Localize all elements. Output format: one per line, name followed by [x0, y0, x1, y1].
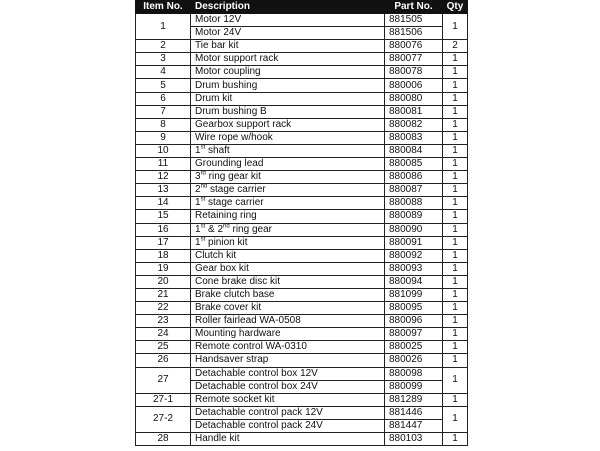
table-row [136, 144, 468, 157]
item-number: 2 [136, 40, 191, 53]
part-number: 880088 [385, 197, 443, 210]
table-row [136, 288, 468, 301]
part-number: 880076 [385, 40, 443, 53]
quantity: 1 [443, 92, 468, 105]
description-text: & 2 [205, 223, 224, 235]
part-number: 881505 [385, 14, 443, 27]
description-text: Detachable control pack 12V [195, 406, 323, 418]
description-text: Motor 24V [195, 27, 242, 39]
description-text: Roller fairlead WA-0508 [195, 315, 301, 327]
table-row [136, 367, 468, 380]
item-number: 24 [136, 328, 191, 341]
description-text: 3 [195, 171, 201, 183]
quantity: 1 [443, 367, 468, 393]
description-text: Drum kit [195, 92, 233, 104]
part-description [191, 419, 385, 432]
item-number: 10 [136, 144, 191, 157]
part-description [191, 171, 385, 184]
part-description [191, 354, 385, 367]
part-number: 880080 [385, 92, 443, 105]
ordinal-suffix: st [200, 144, 206, 151]
ordinal-suffix: rd [200, 170, 206, 177]
item-number: 25 [136, 341, 191, 354]
part-description [191, 79, 385, 92]
part-description [191, 328, 385, 341]
description-text: 1 [195, 197, 201, 209]
description-text: Tie bar kit [195, 40, 239, 52]
description-text: Mounting hardware [195, 328, 281, 340]
part-description [191, 105, 385, 118]
description-text: Detachable control box 12V [195, 367, 318, 379]
part-description [191, 131, 385, 144]
part-description [191, 262, 385, 275]
part-description [191, 158, 385, 171]
part-description [191, 92, 385, 105]
header-description: Description [191, 1, 385, 14]
table-row [136, 40, 468, 53]
quantity: 1 [443, 406, 468, 432]
item-number: 1 [136, 14, 191, 40]
description-text: Detachable control box 24V [195, 380, 318, 392]
table-row [136, 223, 468, 236]
item-number: 18 [136, 249, 191, 262]
description-text: Remote socket kit [195, 393, 275, 405]
description-text: Clutch kit [195, 249, 237, 261]
quantity: 1 [443, 315, 468, 328]
quantity: 1 [443, 393, 468, 406]
table-row [136, 433, 468, 446]
quantity: 1 [443, 341, 468, 354]
description-text: 1 [195, 223, 201, 235]
part-number: 880006 [385, 79, 443, 92]
description-text: Motor support rack [195, 53, 279, 65]
table-row [136, 262, 468, 275]
description-text: ring gear kit [205, 171, 261, 183]
quantity: 1 [443, 131, 468, 144]
quantity: 1 [443, 105, 468, 118]
description-text: Detachable control pack 24V [195, 419, 323, 431]
item-number: 6 [136, 92, 191, 105]
quantity: 1 [443, 118, 468, 131]
item-number: 22 [136, 302, 191, 315]
part-number: 880098 [385, 367, 443, 380]
description-text: Handsaver strap [195, 354, 269, 366]
part-number: 880085 [385, 158, 443, 171]
part-number: 880087 [385, 184, 443, 197]
quantity: 2 [443, 40, 468, 53]
table-row [136, 184, 468, 197]
quantity: 1 [443, 210, 468, 223]
part-number: 880082 [385, 118, 443, 131]
item-number: 3 [136, 53, 191, 66]
part-description [191, 27, 385, 40]
quantity: 1 [443, 158, 468, 171]
part-number: 880081 [385, 105, 443, 118]
table-row [136, 341, 468, 354]
table-row [136, 249, 468, 262]
header-row [136, 1, 468, 14]
part-number: 881446 [385, 406, 443, 419]
table-row [136, 79, 468, 92]
table-row [136, 92, 468, 105]
part-number: 880089 [385, 210, 443, 223]
part-number: 880086 [385, 171, 443, 184]
description-text: Motor coupling [195, 66, 261, 78]
item-number: 20 [136, 275, 191, 288]
part-number: 880091 [385, 236, 443, 249]
part-number: 880103 [385, 433, 443, 446]
part-description [191, 223, 385, 236]
description-text: Remote control WA-0310 [195, 341, 307, 353]
part-number: 880090 [385, 223, 443, 236]
item-number: 21 [136, 288, 191, 301]
part-description [191, 302, 385, 315]
part-description [191, 144, 385, 157]
table-row [136, 210, 468, 223]
item-number: 23 [136, 315, 191, 328]
item-number: 27 [136, 367, 191, 393]
part-description [191, 14, 385, 27]
part-description [191, 433, 385, 446]
quantity: 1 [443, 144, 468, 157]
part-description [191, 341, 385, 354]
description-text: Handle kit [195, 433, 240, 445]
description-text: stage carrier [205, 197, 264, 209]
table-row [136, 158, 468, 171]
quantity: 1 [443, 14, 468, 40]
description-text: Drum bushing B [195, 105, 267, 117]
quantity: 1 [443, 236, 468, 249]
part-number: 881447 [385, 419, 443, 432]
part-description [191, 40, 385, 53]
item-number: 27-1 [136, 393, 191, 406]
description-text: Brake cover kit [195, 302, 262, 314]
table-row [136, 302, 468, 315]
part-number: 880078 [385, 66, 443, 79]
item-number: 5 [136, 79, 191, 92]
item-number: 27-2 [136, 406, 191, 432]
description-text: Drum bushing [195, 79, 258, 91]
description-text: 2 [195, 184, 201, 196]
quantity: 1 [443, 223, 468, 236]
description-text: stage carrier [207, 184, 266, 196]
item-number: 9 [136, 131, 191, 144]
item-number: 19 [136, 262, 191, 275]
table-row [136, 275, 468, 288]
quantity: 1 [443, 184, 468, 197]
quantity: 1 [443, 171, 468, 184]
item-number: 7 [136, 105, 191, 118]
item-number: 14 [136, 197, 191, 210]
part-description [191, 288, 385, 301]
part-number: 880093 [385, 262, 443, 275]
part-description [191, 367, 385, 380]
description-text: Motor 12V [195, 14, 242, 26]
part-number: 880084 [385, 144, 443, 157]
description-text: Wire rope w/hook [195, 131, 273, 143]
table-row [136, 328, 468, 341]
description-text: Grounding lead [195, 158, 264, 170]
ordinal-suffix: st [200, 197, 206, 204]
part-number: 880025 [385, 341, 443, 354]
description-text: Brake clutch base [195, 289, 275, 301]
item-number: 17 [136, 236, 191, 249]
table-row [136, 197, 468, 210]
part-number: 880092 [385, 249, 443, 262]
description-text: ring gear [229, 223, 272, 235]
ordinal-suffix: st [200, 236, 206, 243]
description-text: 1 [195, 236, 201, 248]
item-number: 12 [136, 171, 191, 184]
item-number: 26 [136, 354, 191, 367]
quantity: 1 [443, 275, 468, 288]
parts-table [135, 0, 468, 446]
table-row [136, 236, 468, 249]
part-description [191, 118, 385, 131]
part-number: 881099 [385, 288, 443, 301]
part-number: 880099 [385, 380, 443, 393]
part-description [191, 53, 385, 66]
table-row [136, 393, 468, 406]
item-number: 11 [136, 158, 191, 171]
ordinal-suffix: nd [200, 183, 208, 190]
table-row [136, 14, 468, 27]
quantity: 1 [443, 79, 468, 92]
part-description [191, 66, 385, 79]
item-number: 4 [136, 66, 191, 79]
quantity: 1 [443, 288, 468, 301]
ordinal-suffix: nd [223, 223, 230, 230]
part-number: 880077 [385, 53, 443, 66]
part-number: 880097 [385, 328, 443, 341]
item-number: 28 [136, 433, 191, 446]
item-number: 16 [136, 223, 191, 236]
part-number: 881289 [385, 393, 443, 406]
part-description [191, 197, 385, 210]
part-number: 880083 [385, 131, 443, 144]
quantity: 1 [443, 354, 468, 367]
part-number: 880026 [385, 354, 443, 367]
table-row [136, 171, 468, 184]
part-description [191, 406, 385, 419]
table-row [136, 118, 468, 131]
description-text: pinion kit [205, 236, 248, 248]
quantity: 1 [443, 53, 468, 66]
part-description [191, 184, 385, 197]
description-text: Gearbox support rack [195, 118, 292, 130]
item-number: 8 [136, 118, 191, 131]
table-row [136, 66, 468, 79]
table-row [136, 105, 468, 118]
part-number: 881506 [385, 27, 443, 40]
quantity: 1 [443, 328, 468, 341]
part-description [191, 249, 385, 262]
description-text: Retaining ring [195, 210, 257, 222]
description-text: shaft [205, 144, 230, 156]
table-row [136, 53, 468, 66]
part-description [191, 380, 385, 393]
description-text: 1 [195, 144, 201, 156]
part-description [191, 210, 385, 223]
table-row [136, 315, 468, 328]
part-number: 880096 [385, 315, 443, 328]
part-description [191, 236, 385, 249]
quantity: 1 [443, 433, 468, 446]
table-row [136, 354, 468, 367]
item-number: 15 [136, 210, 191, 223]
ordinal-suffix: st [200, 223, 206, 230]
quantity: 1 [443, 262, 468, 275]
part-number: 880095 [385, 302, 443, 315]
table-row [136, 406, 468, 419]
header-qty: Qty [443, 1, 468, 14]
header-item-no: Item No. [136, 1, 191, 14]
quantity: 1 [443, 197, 468, 210]
part-description [191, 315, 385, 328]
quantity: 1 [443, 302, 468, 315]
table-row [136, 131, 468, 144]
parts-table-body [136, 14, 468, 446]
item-number: 13 [136, 184, 191, 197]
part-number: 880094 [385, 275, 443, 288]
header-part-no: Part No. [385, 1, 443, 14]
part-description [191, 275, 385, 288]
description-text: Gear box kit [195, 262, 249, 274]
description-text: Cone brake disc kit [195, 275, 281, 287]
quantity: 1 [443, 249, 468, 262]
part-description [191, 393, 385, 406]
quantity: 1 [443, 66, 468, 79]
